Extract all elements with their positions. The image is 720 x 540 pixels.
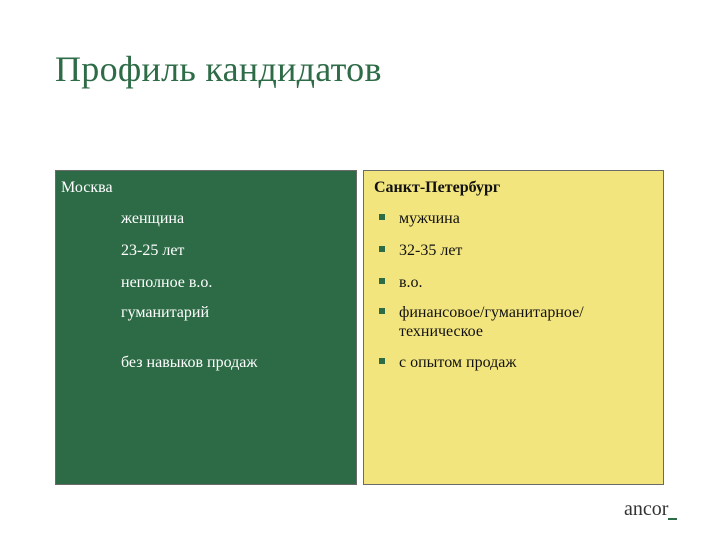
moscow-item-profile: гуманитарий bbox=[121, 304, 210, 321]
square-bullet-icon bbox=[379, 358, 385, 364]
slide-title: Профиль кандидатов bbox=[55, 49, 382, 89]
spb-item-text: в.о. bbox=[399, 274, 423, 291]
spb-list-item-experience bbox=[399, 353, 654, 372]
ancor-logo: ancor bbox=[624, 498, 669, 520]
spb-heading: Санкт-Петербург bbox=[374, 179, 501, 196]
spb-list-item-education bbox=[399, 273, 654, 292]
moscow-item-gender: женщина bbox=[121, 210, 185, 227]
moscow-panel bbox=[55, 170, 357, 485]
square-bullet-icon bbox=[379, 308, 385, 314]
spb-list-item-profile bbox=[399, 303, 654, 341]
moscow-item-experience: без навыков продаж bbox=[121, 354, 258, 371]
spb-item-text: финансовое/гуманитарное/ техническое bbox=[399, 304, 584, 340]
square-bullet-icon bbox=[379, 278, 385, 284]
moscow-item-education: неполное в.о. bbox=[121, 274, 213, 291]
spb-list-item-gender bbox=[399, 209, 654, 228]
logo-underscore-mark bbox=[668, 518, 677, 520]
square-bullet-icon bbox=[379, 214, 385, 220]
moscow-item-age: 23-25 лет bbox=[121, 242, 185, 259]
spb-item-text: мужчина bbox=[399, 210, 460, 227]
moscow-heading: Москва bbox=[61, 179, 113, 196]
spb-panel bbox=[363, 170, 664, 485]
square-bullet-icon bbox=[379, 246, 385, 252]
spb-item-text: с опытом продаж bbox=[399, 354, 517, 371]
spb-list-item-age bbox=[399, 241, 654, 260]
spb-item-text: 32-35 лет bbox=[399, 242, 463, 259]
